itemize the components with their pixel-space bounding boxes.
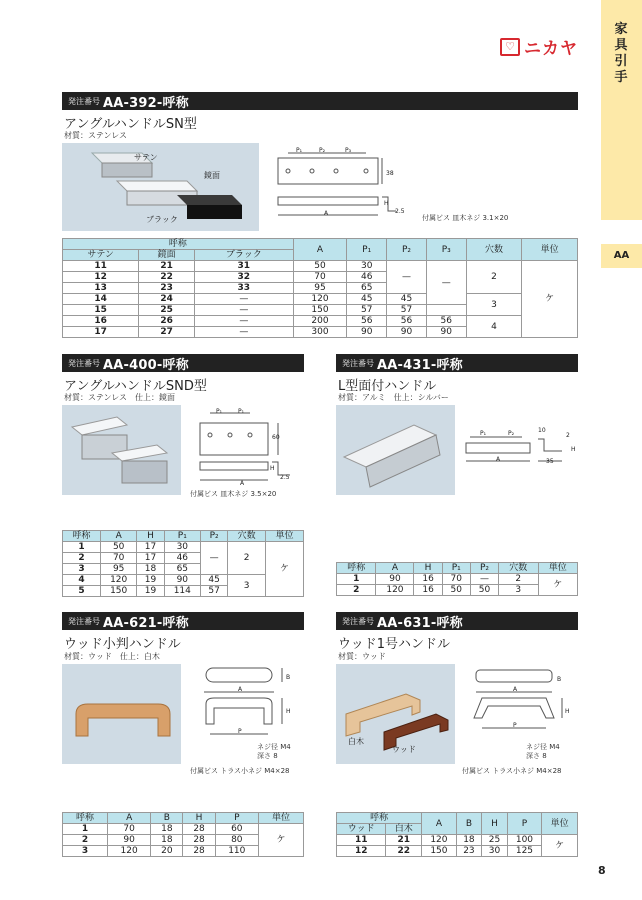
s3-dim-p1: P₁ bbox=[480, 430, 487, 437]
s1-label-black: ブラック bbox=[146, 215, 178, 224]
table-header-cell: A bbox=[376, 563, 414, 574]
s4-note: 付属ビス トラス小ネジ M4×28 bbox=[190, 767, 290, 775]
table-cell: 70 bbox=[293, 272, 347, 283]
table-header-cell: 呼称 bbox=[337, 813, 422, 824]
s2-code: AA-400-呼称 bbox=[103, 357, 189, 373]
table-cell: 25 bbox=[139, 305, 195, 316]
table-header-cell: 穴数 bbox=[228, 531, 266, 542]
table-cell: 18 bbox=[151, 835, 183, 846]
s5-label-shiraki: 白木 bbox=[348, 737, 364, 746]
s2-dim-h: H bbox=[270, 465, 275, 472]
table-cell: 70 bbox=[107, 824, 150, 835]
table-cell: 80 bbox=[215, 835, 258, 846]
s1-dim-p1: P₁ bbox=[296, 147, 303, 154]
s2-spec-table bbox=[62, 530, 304, 597]
table-cell: 150 bbox=[100, 586, 137, 597]
table-cell: 45 bbox=[387, 294, 427, 305]
order-prefix: 発注番号 bbox=[68, 616, 100, 626]
brand-name: ニカヤ bbox=[524, 39, 578, 59]
s3-dim-a: A bbox=[496, 456, 501, 463]
table-cell: 27 bbox=[139, 327, 195, 338]
s1-material: 材質：ステンレス bbox=[64, 131, 127, 140]
table-cell: 45 bbox=[347, 294, 387, 305]
table-cell: 30 bbox=[164, 542, 201, 553]
table-header-cell: 穴数 bbox=[499, 563, 538, 574]
table-cell: 3 bbox=[63, 846, 108, 857]
s1-dim-a: A bbox=[324, 210, 329, 217]
s5-header-bar bbox=[336, 612, 578, 630]
table-cell: 110 bbox=[215, 846, 258, 857]
s2-title: アングルハンドルSND型 bbox=[64, 379, 207, 394]
table-cell: 2 bbox=[466, 261, 522, 294]
s4-dim-p: P bbox=[238, 728, 242, 735]
table-header-cell: A bbox=[422, 813, 456, 835]
s5-note: 付属ビス トラス小ネジ M4×28 bbox=[462, 767, 562, 775]
s4-material: 材質：ウッド 仕上：白木 bbox=[64, 652, 160, 661]
table-cell: 100 bbox=[507, 835, 541, 846]
table-cell: 56 bbox=[347, 316, 387, 327]
s2-dim-p1a: P₁ bbox=[216, 408, 223, 415]
table-cell: 50 bbox=[470, 585, 498, 596]
table-row bbox=[63, 261, 578, 272]
s1-th-a: A bbox=[293, 239, 347, 261]
table-cell: 4 bbox=[63, 575, 101, 586]
table-cell: 90 bbox=[387, 327, 427, 338]
table-cell: 1 bbox=[63, 824, 108, 835]
s3-dim-p2: P₂ bbox=[508, 430, 515, 437]
table-row bbox=[63, 294, 578, 305]
table-header-cell: P bbox=[215, 813, 258, 824]
table-cell: 31 bbox=[194, 261, 293, 272]
table-cell: 120 bbox=[422, 835, 456, 846]
s1-th-black: ブラック bbox=[194, 250, 293, 261]
table-cell: 90 bbox=[164, 575, 201, 586]
table-header-cell: 単位 bbox=[542, 813, 578, 835]
table-cell: 12 bbox=[337, 846, 386, 857]
table-cell: 30 bbox=[347, 261, 387, 272]
table-cell: 11 bbox=[63, 261, 139, 272]
s4-photo-art bbox=[62, 664, 181, 764]
table-cell: 56 bbox=[387, 316, 427, 327]
brand-logo bbox=[500, 34, 578, 59]
table-cell: 46 bbox=[347, 272, 387, 283]
table-cell: 24 bbox=[139, 294, 195, 305]
s1-th-group: 呼称 bbox=[63, 239, 294, 250]
table-header-cell: H bbox=[183, 813, 215, 824]
table-cell: 95 bbox=[293, 283, 347, 294]
section-tab-aa: AA bbox=[601, 244, 642, 268]
s2-dim-a: A bbox=[240, 480, 245, 487]
table-cell: 90 bbox=[376, 574, 414, 585]
table-cell: 120 bbox=[293, 294, 347, 305]
table-cell: 23 bbox=[456, 846, 482, 857]
table-cell: 2 bbox=[63, 835, 108, 846]
table-cell: 90 bbox=[426, 327, 466, 338]
table-cell: 3 bbox=[499, 585, 538, 596]
table-cell: 2 bbox=[337, 585, 376, 596]
table-cell: 16 bbox=[63, 316, 139, 327]
table-cell: 16 bbox=[414, 574, 442, 585]
table-row bbox=[337, 846, 578, 857]
s4-dim-b: B bbox=[286, 674, 291, 681]
table-header-cell: A bbox=[100, 531, 137, 542]
table-cell: 25 bbox=[482, 835, 508, 846]
table-header-cell: 呼称 bbox=[63, 813, 108, 824]
table-cell: 125 bbox=[507, 846, 541, 857]
table-cell: 50 bbox=[100, 542, 137, 553]
table-row bbox=[337, 835, 578, 846]
table-cell: 21 bbox=[139, 261, 195, 272]
table-cell: 28 bbox=[183, 824, 215, 835]
s1-dim-p2: P₂ bbox=[319, 147, 326, 154]
s2-material: 材質：ステンレス 仕上：鏡面 bbox=[64, 393, 175, 402]
table-cell: 70 bbox=[442, 574, 470, 585]
s5-depth: 深さ 8 bbox=[526, 752, 547, 760]
s1-th-p2: P₂ bbox=[387, 239, 427, 261]
s3-photo bbox=[336, 405, 455, 495]
table-header-cell: 単位 bbox=[266, 531, 304, 542]
s2-dim-p1b: P₁ bbox=[238, 408, 245, 415]
s1-dim-25: 2.5 bbox=[395, 208, 405, 215]
s5-diagram bbox=[470, 664, 570, 754]
s1-th-mirror: 鏡面 bbox=[139, 250, 195, 261]
s1-spec-table bbox=[62, 238, 578, 338]
s5-dim-p: P bbox=[513, 722, 517, 729]
table-cell: 60 bbox=[215, 824, 258, 835]
table-cell: 65 bbox=[164, 564, 201, 575]
table-cell: 2 bbox=[63, 553, 101, 564]
table-cell: 150 bbox=[422, 846, 456, 857]
table-cell: 114 bbox=[164, 586, 201, 597]
s5-label-wood: ウッド bbox=[392, 745, 416, 754]
table-header-cell: ウッド bbox=[337, 824, 386, 835]
table-cell: 11 bbox=[337, 835, 386, 846]
table-cell: 3 bbox=[63, 564, 101, 575]
s1-th-unit: 単位 bbox=[522, 239, 578, 261]
s1-diagram bbox=[270, 143, 410, 228]
s5-material: 材質：ウッド bbox=[338, 652, 386, 661]
s2-photo-art bbox=[62, 405, 181, 495]
s1-label-mirror: 鏡面 bbox=[204, 171, 220, 180]
s5-code: AA-631-呼称 bbox=[377, 615, 463, 631]
table-cell: 16 bbox=[414, 585, 442, 596]
table-cell: 32 bbox=[194, 272, 293, 283]
s2-photo bbox=[62, 405, 181, 495]
s3-dim-h: H bbox=[571, 446, 576, 453]
s3-material: 材質：アルミ 仕上：シルバー bbox=[338, 393, 449, 402]
s1-label-satin: サテン bbox=[134, 153, 158, 162]
s1-dim-38: 38 bbox=[386, 170, 394, 177]
table-cell: 21 bbox=[386, 835, 422, 846]
table-row bbox=[63, 824, 304, 835]
table-cell: 14 bbox=[63, 294, 139, 305]
table-cell: — bbox=[387, 261, 427, 294]
table-cell: 26 bbox=[139, 316, 195, 327]
s4-header-bar bbox=[62, 612, 304, 630]
s5-spec-table bbox=[336, 812, 578, 857]
s1-header-bar bbox=[62, 92, 578, 110]
s1-dim-p3: P₃ bbox=[345, 147, 352, 154]
table-cell: — bbox=[194, 316, 293, 327]
table-header-cell: P₂ bbox=[201, 531, 228, 542]
table-cell: 22 bbox=[139, 272, 195, 283]
table-cell: 17 bbox=[137, 542, 164, 553]
s5-dim-a: A bbox=[513, 686, 518, 693]
table-cell: 200 bbox=[293, 316, 347, 327]
table-cell: 19 bbox=[137, 586, 164, 597]
table-cell: 30 bbox=[482, 846, 508, 857]
s1-th-satin: サテン bbox=[63, 250, 139, 261]
table-cell: 5 bbox=[63, 586, 101, 597]
s1-th-p3: P₃ bbox=[426, 239, 466, 261]
table-cell: 15 bbox=[63, 305, 139, 316]
table-cell: 2 bbox=[499, 574, 538, 585]
table-cell: ケ bbox=[538, 574, 577, 596]
table-cell: 90 bbox=[107, 835, 150, 846]
s4-spec-table bbox=[62, 812, 304, 857]
table-cell: 57 bbox=[347, 305, 387, 316]
table-header-cell: H bbox=[414, 563, 442, 574]
order-prefix: 発注番号 bbox=[68, 96, 100, 106]
table-cell: — bbox=[470, 574, 498, 585]
table-cell: 2 bbox=[228, 542, 266, 575]
s1-title: アングルハンドルSN型 bbox=[64, 117, 197, 132]
s5-dim-b: B bbox=[557, 676, 562, 683]
table-header-cell: P bbox=[507, 813, 541, 835]
s3-dim-35: 35 bbox=[546, 458, 554, 465]
table-cell: 22 bbox=[386, 846, 422, 857]
table-cell: 19 bbox=[137, 575, 164, 586]
s2-header-bar bbox=[62, 354, 304, 372]
s5-title: ウッド1号ハンドル bbox=[338, 637, 451, 652]
table-cell: 46 bbox=[164, 553, 201, 564]
s2-note: 付属ビス 皿木ネジ 3.5×20 bbox=[190, 490, 277, 498]
s4-title: ウッド小判ハンドル bbox=[64, 637, 181, 652]
s4-screw: ネジ径 M4 bbox=[257, 743, 291, 751]
s3-photo-art bbox=[336, 405, 455, 495]
table-cell: 13 bbox=[63, 283, 139, 294]
s3-header-bar bbox=[336, 354, 578, 372]
table-cell: 4 bbox=[466, 316, 522, 338]
table-row bbox=[63, 316, 578, 327]
s4-depth: 深さ 8 bbox=[257, 752, 278, 760]
table-cell: 57 bbox=[201, 586, 228, 597]
table-header-cell: 白木 bbox=[386, 824, 422, 835]
table-cell: ケ bbox=[522, 261, 578, 338]
s2-dim-60: 60 bbox=[272, 434, 280, 441]
table-header-cell: P₂ bbox=[470, 563, 498, 574]
table-cell: — bbox=[194, 294, 293, 305]
table-cell: 300 bbox=[293, 327, 347, 338]
side-tab-label: 家具引手 bbox=[614, 22, 628, 85]
s4-diagram bbox=[200, 664, 300, 754]
table-header-cell: H bbox=[482, 813, 508, 835]
table-cell: 17 bbox=[137, 553, 164, 564]
table-header-cell: B bbox=[151, 813, 183, 824]
table-cell: 90 bbox=[347, 327, 387, 338]
table-cell: — bbox=[194, 327, 293, 338]
table-cell: 45 bbox=[201, 575, 228, 586]
s4-dim-a: A bbox=[238, 686, 243, 693]
table-cell: — bbox=[426, 261, 466, 305]
table-cell: 33 bbox=[194, 283, 293, 294]
s3-title: L型面付ハンドル bbox=[338, 379, 437, 394]
table-cell: — bbox=[201, 542, 228, 575]
s1-code: AA-392-呼称 bbox=[103, 95, 189, 111]
table-cell: 28 bbox=[183, 846, 215, 857]
table-cell: 56 bbox=[426, 316, 466, 327]
table-cell: 150 bbox=[293, 305, 347, 316]
table-cell: 57 bbox=[387, 305, 427, 316]
table-cell: 12 bbox=[63, 272, 139, 283]
table-cell: 70 bbox=[100, 553, 137, 564]
table-cell: 50 bbox=[293, 261, 347, 272]
table-cell: 18 bbox=[151, 824, 183, 835]
table-cell: 18 bbox=[137, 564, 164, 575]
table-header-cell: H bbox=[137, 531, 164, 542]
s3-code: AA-431-呼称 bbox=[377, 357, 463, 373]
order-prefix: 発注番号 bbox=[342, 616, 374, 626]
table-cell: ケ bbox=[266, 542, 304, 597]
table-cell: 50 bbox=[442, 585, 470, 596]
s5-dim-h: H bbox=[565, 708, 570, 715]
table-row bbox=[337, 574, 578, 585]
s3-dim-2: 2 bbox=[566, 432, 570, 439]
s1-dim-h: H bbox=[384, 200, 389, 207]
table-header-cell: A bbox=[107, 813, 150, 824]
s5-screw: ネジ径 M4 bbox=[526, 743, 560, 751]
order-prefix: 発注番号 bbox=[68, 358, 100, 368]
table-header-cell: B bbox=[456, 813, 482, 835]
table-header-cell: 単位 bbox=[258, 813, 303, 824]
s4-dim-h: H bbox=[286, 708, 291, 715]
s1-note: 付属ビス 皿木ネジ 3.1×20 bbox=[422, 214, 509, 222]
table-cell: ケ bbox=[258, 824, 303, 857]
table-row bbox=[63, 542, 304, 553]
table-cell: ケ bbox=[542, 835, 578, 857]
table-cell: 23 bbox=[139, 283, 195, 294]
table-header-cell: 呼称 bbox=[337, 563, 376, 574]
table-header-cell: 単位 bbox=[538, 563, 577, 574]
s3-dim-10: 10 bbox=[538, 427, 546, 434]
table-cell: 95 bbox=[100, 564, 137, 575]
s4-code: AA-621-呼称 bbox=[103, 615, 189, 631]
page-number: 8 bbox=[598, 864, 606, 877]
table-header-cell: 呼称 bbox=[63, 531, 101, 542]
table-cell: 20 bbox=[151, 846, 183, 857]
table-cell: 120 bbox=[107, 846, 150, 857]
table-cell: 120 bbox=[100, 575, 137, 586]
table-cell: 18 bbox=[456, 835, 482, 846]
s4-photo bbox=[62, 664, 181, 764]
heart-icon: ♡ bbox=[500, 38, 520, 56]
table-cell: 65 bbox=[347, 283, 387, 294]
table-cell: 28 bbox=[183, 835, 215, 846]
s1-th-holes: 穴数 bbox=[466, 239, 522, 261]
table-cell: 1 bbox=[63, 542, 101, 553]
s2-dim-25: 2.5 bbox=[280, 474, 290, 481]
table-cell: 120 bbox=[376, 585, 414, 596]
table-cell: 3 bbox=[228, 575, 266, 597]
table-cell: 17 bbox=[63, 327, 139, 338]
order-prefix: 発注番号 bbox=[342, 358, 374, 368]
table-header-cell: P₁ bbox=[442, 563, 470, 574]
table-header-cell: P₁ bbox=[164, 531, 201, 542]
table-cell: 3 bbox=[466, 294, 522, 316]
s1-th-p1: P₁ bbox=[347, 239, 387, 261]
table-cell: 1 bbox=[337, 574, 376, 585]
s3-spec-table bbox=[336, 562, 578, 596]
table-cell: — bbox=[194, 305, 293, 316]
